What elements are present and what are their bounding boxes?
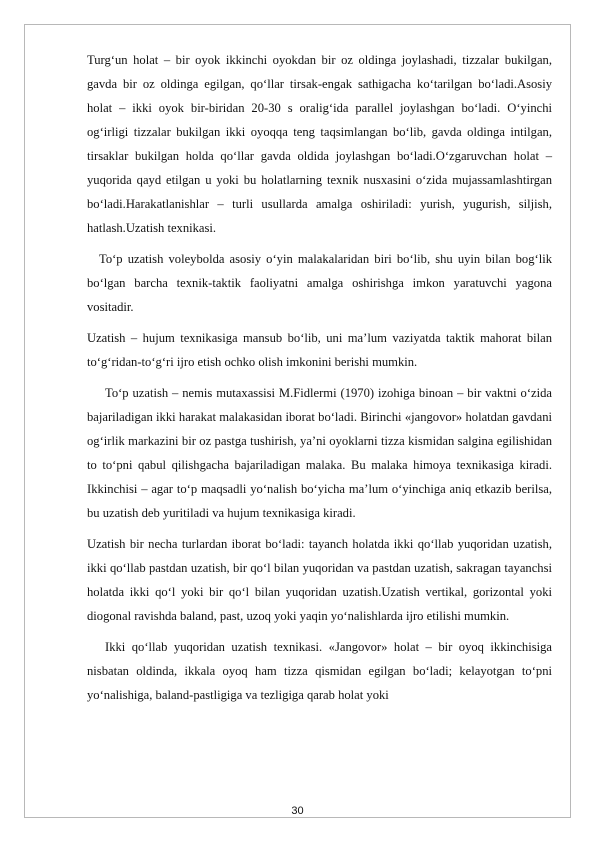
paragraph-ikki-qollab-texnikasi: Ikki qo‘llab yuqoridan uzatish texnikasi. «Jangovor» holat – bir oyoq ikkinchisiga nisbatan oldinda, ikkala oyoq ham tizza qismidan egilgan bo‘ladi; kelayotgan to‘pni yo‘nalishiga, baland-pastligiga va tezligiga qarab holat yoki	[87, 640, 552, 702]
paragraph-uzatish-turlari: Uzatish bir necha turlardan iborat bo‘ladi: tayanch holatda ikki qo‘llab yuqoridan uzatish, ikki qo‘llab pastdan uzatish, bir qo‘l bilan yuqoridan va pastdan uzatish, sakragan tayanchsi holatda ikki qo‘l yoki bir qo‘l bilan yuqoridan uzatish.Uzatish vertikal, gorizontal yoki diogonal ravishda baland, past, uzoq yoki yaqin yo‘nalishlarda ijro etilishi mumkin.	[87, 537, 552, 623]
paragraph-turgun-holat: Turg‘un holat – bir oyok ikkinchi oyokdan bir oz oldinga joylashadi, tizzalar bukilgan, gavda bir oz oldinga egilgan, qo‘llar tirsak-engak sathigacha ko‘tarilgan bo‘ladi.Asosiy holat – ikki oyok bir-biridan 20-30 s oralig‘ida parallel joylashgan bo‘ladi. O‘yinchi og‘irligi tizzalar bukilgan ikki oyoqqa teng taqsimlangan bo‘lib, gavda oldinga intilgan, tirsaklar bukilgan holda qo‘llar gavda oldida joylashgan bo‘ladi.O‘zgaruvchan holat – yuqorida qayd etilgan u yoki bu holatlarning texnik nusxasini o‘zida mujassamlashtirgan bo‘ladi.Harakatlanishlar – turli usullarda amalga oshiriladi: yurish, yugurish, siljish, hatlash.Uzatish texnikasi.	[87, 53, 552, 235]
paragraph-fidler-description: To‘p uzatish – nemis mutaxassisi M.Fidlermi (1970) izohiga binoan – bir vaktni o‘zida bajariladigan ikki harakat malakasidan iborat bo‘ladi. Birinchi «jangovor» holatdan gavdani og‘irlik markazini bir oz pastga tushirish, ya’ni oyoklarni tizza kismidan salgina egilishidan to to‘pni qabul qilishgacha bajariladigan malaka. Bu malaka himoya texnikasiga kiradi. Ikkinchisi – agar to‘p maqsadli yo‘nalish bo‘yicha ma’lum o‘yinchiga aniq etkazib berilsa, bu uzatish deb yuritiladi va hujum texnikasiga kiradi.	[87, 386, 552, 520]
paragraph-uzatish-hujum: Uzatish – hujum texnikasiga mansub bo‘lib, uni ma’lum vaziyatda taktik mahorat bilan to‘g‘ridan-to‘g‘ri ijro etish ochko olish imkonini berishi mumkin.	[87, 331, 552, 369]
page-number: 30	[291, 805, 304, 817]
document-body	[87, 48, 552, 707]
paragraph-top-uzatish-definition: To‘p uzatish voleybolda asosiy o‘yin malakalaridan biri bo‘lib, shu uyin bilan bog‘lik bo‘lgan barcha texnik-taktik faoliyatni amalga oshirishga imkon yaratuvchi yagona vositadir.	[87, 252, 552, 314]
